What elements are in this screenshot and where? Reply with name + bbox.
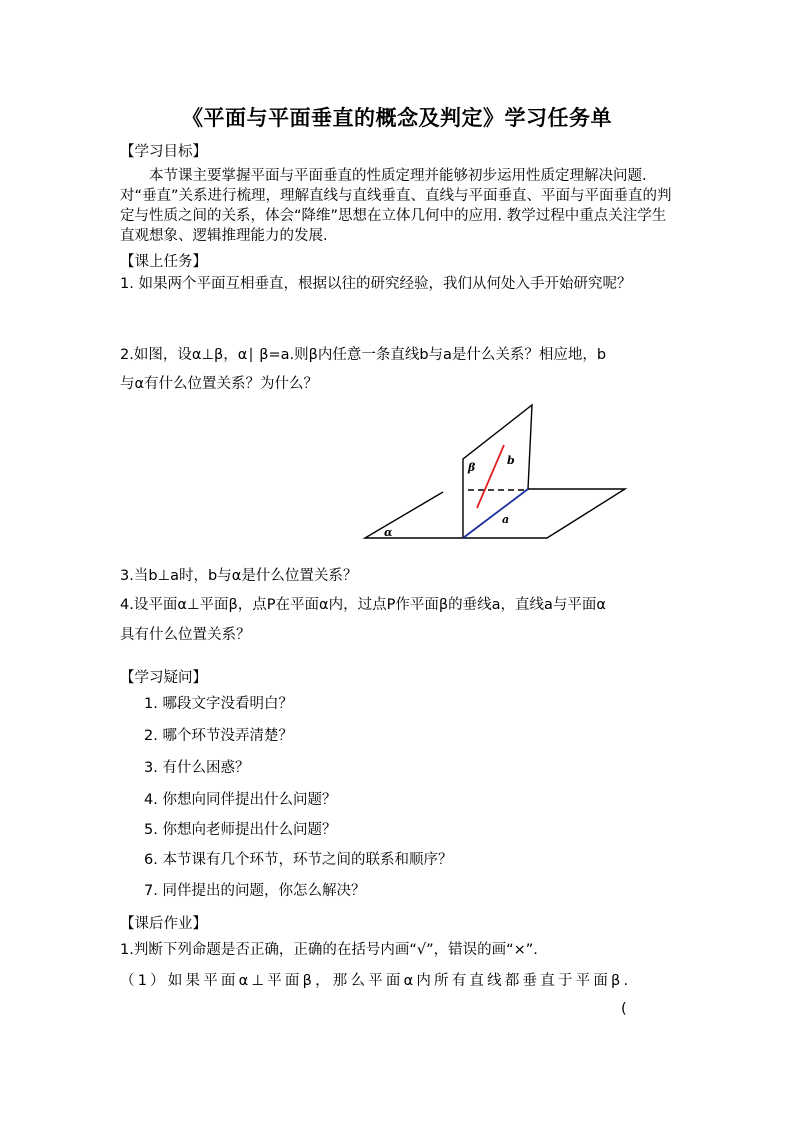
task-3: 3.当b⊥a时，b与α是什么位置关系？ (120, 568, 358, 584)
task-1: 1. 如果两个平面互相垂直，根据以往的研究经验，我们从何处入手开始研究呢？ (120, 276, 632, 292)
homework-intro: 1.判断下列命题是否正确，正确的在括号内画“√”，错误的画“×”. (120, 942, 538, 958)
label-a: a (502, 513, 510, 526)
task-2-line-2: 与α有什么位置关系？为什么？ (120, 376, 319, 392)
task-4-line-1: 4.设平面α⊥平面β，点P在平面α内，过点P作平面β的垂线a，直线a与平面α (120, 597, 606, 613)
task-4-line-2: 具有什么位置关系？ (120, 627, 251, 643)
label-b: b (507, 454, 515, 467)
perpendicular-planes-figure (360, 398, 635, 543)
question-item: 2. 哪个环节没弄清楚？ (144, 728, 293, 744)
goals-text: 本节课主要掌握平面与平面垂直的性质定理并能够初步运用性质定理解决问题. 对“垂直”关系进行梳理，理解直线与直线垂直、直线与平面垂直、平面与平面垂直的判定与性质之间的关系，体会“降维”思想在立体几何中的应用. 教学过程中重点关注学生直观想象、逻辑推理能力的发展. (120, 168, 672, 244)
question-item: 7. 同伴提出的问题，你怎么解决？ (144, 883, 366, 899)
line-a (463, 489, 528, 538)
label-alpha: α (384, 526, 393, 539)
line-b (477, 445, 504, 508)
question-item: 6. 本节课有几个环节，环节之间的联系和顺序？ (144, 852, 453, 868)
question-item: 1. 哪段文字没看明白？ (144, 696, 293, 712)
answer-paren: ( (621, 1001, 627, 1017)
question-item: 4. 你想向同伴提出什么问题？ (144, 792, 337, 808)
label-beta: β (468, 461, 476, 474)
questions-heading: 【学习疑问】 (120, 670, 207, 686)
task-2-line-1: 2.如图，设α⊥β，α∣ β=a.则β内任意一条直线b与a是什么关系？相应地，b (120, 347, 607, 363)
tasks-heading: 【课上任务】 (120, 254, 207, 270)
goals-heading: 【学习目标】 (120, 144, 207, 160)
homework-heading: 【课后作业】 (120, 916, 207, 932)
question-item: 3. 有什么困惑？ (144, 760, 250, 776)
page-title: 《平面与平面垂直的概念及判定》学习任务单 (182, 105, 612, 130)
homework-item-1: （1）如果平面α⊥平面β，那么平面α内所有直线都垂直于平面β. (120, 973, 632, 989)
question-item: 5. 你想向老师提出什么问题？ (144, 822, 337, 838)
